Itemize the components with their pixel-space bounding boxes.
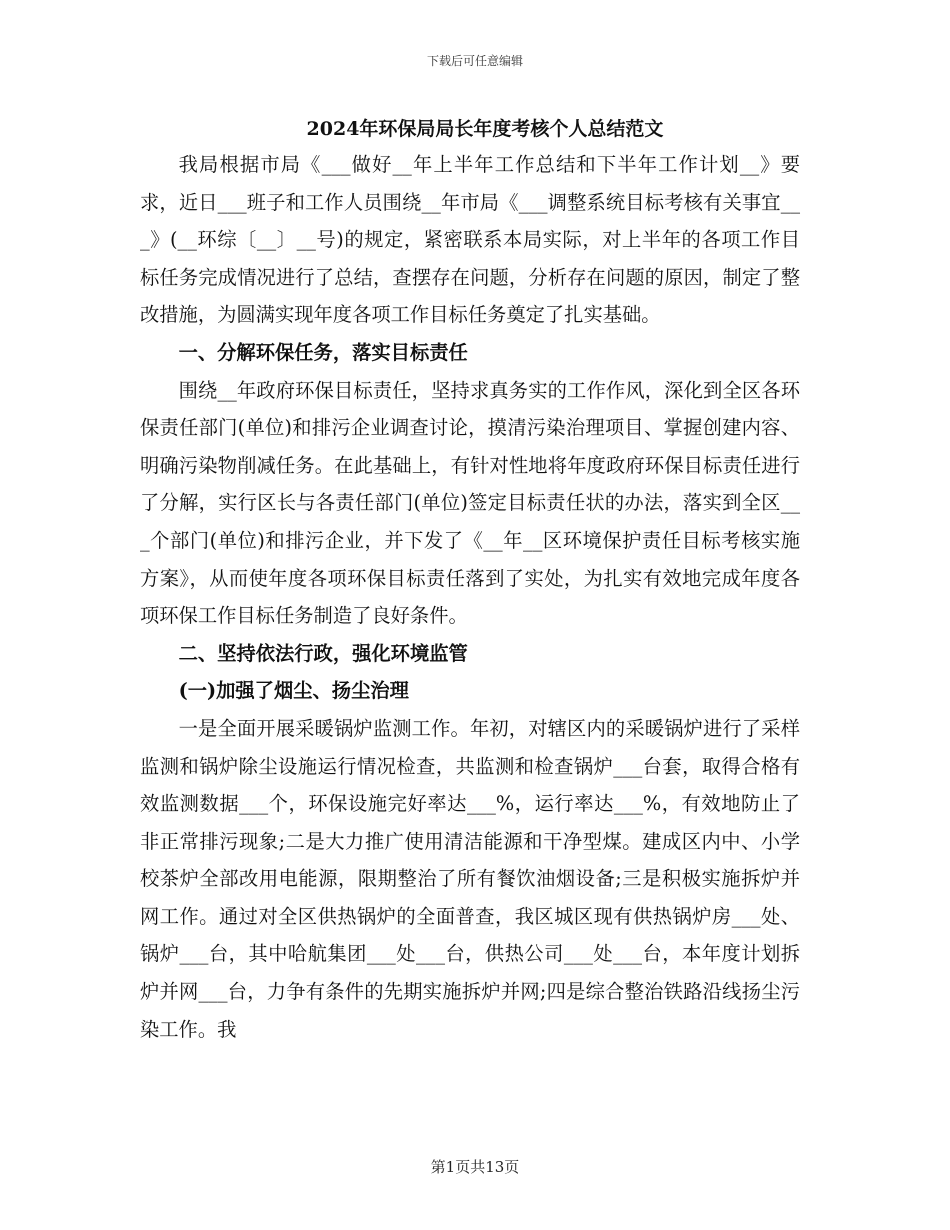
page-footer: 第1页共13页 <box>430 1158 520 1176</box>
subsection-1-paragraph: 一是全面开展采暖锅炉监测工作。年初，对辖区内的采暖锅炉进行了采样监测和锅炉除尘设施运行情况检查，共监测和检查锅炉___台套，取得合格有效监测数据___个，环保设施完好率达___%，运行率达___%，有效地防止了非正常排污现象;二是大力推广使用清洁能源和干净型煤。建成区内中、小学校茶炉全部改用电能源，限期整治了所有餐饮油烟设备;三是积极实施拆炉并网工作。通过对全区供热锅炉的全面普查，我区城区现有供热锅炉房___处、锅炉___台，其中哈航集团___处___台，供热公司___处___台，本年度计划拆炉并网___台，力争有条件的先期实施拆炉并网;四是综合整治铁路沿线扬尘污染工作。我 <box>140 716 800 1041</box>
document-title: 2024年环保局局长年度考核个人总结范文 <box>306 118 664 140</box>
section-1-paragraph: 围绕__年政府环保目标责任，坚持求真务实的工作作风，深化到全区各环保责任部门(单位)和排污企业调查讨论，摸清污染治理项目、掌握创建内容、明确污染物削减任务。在此基础上，有针对性地将年度政府环保目标责任进行了分解，实行区长与各责任部门(单位)签定目标责任状的办法，落实到全区___个部门(单位)和排污企业，并下发了《__年__区环境保护责任目标考核实施方案》，从而使年度各项环保目标责任落到了实处，为扎实有效地完成年度各项环保工作目标任务制造了良好条件。 <box>140 378 800 628</box>
section-2-heading: 二、坚持依法行政，强化环境监管 <box>178 641 468 665</box>
intro-paragraph: 我局根据市局《___做好__年上半年工作总结和下半年工作计划__》要求，近日___班子和工作人员围绕__年市局《___调整系统目标考核有关事宜___》(__环综〔__〕__号)的规定，紧密联系本局实际，对上半年的各项工作目标任务完成情况进行了总结，查摆存在问题，分析存在问题的原因，制定了整改措施，为圆满实现年度各项工作目标任务奠定了扎实基础。 <box>140 153 800 327</box>
document-body <box>140 146 800 1048</box>
subsection-1-heading: (一)加强了烟尘、扬尘治理 <box>178 679 409 703</box>
section-1-heading: 一、分解环保任务，落实目标责任 <box>178 340 468 364</box>
page-header-note: 下载后可任意编辑 <box>426 54 523 68</box>
